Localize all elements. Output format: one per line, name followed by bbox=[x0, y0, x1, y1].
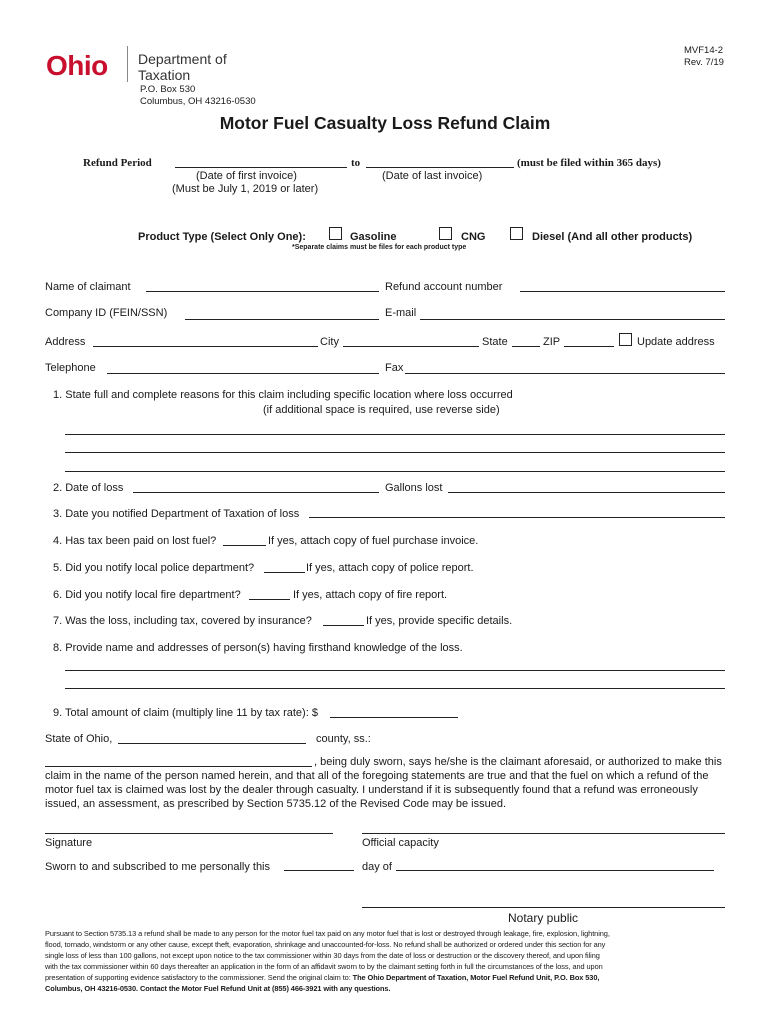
official-capacity-label: Official capacity bbox=[362, 837, 439, 849]
telephone-field[interactable] bbox=[107, 373, 379, 374]
insurance-field[interactable] bbox=[323, 625, 364, 626]
refund-account-label: Refund account number bbox=[385, 281, 503, 293]
zip-field[interactable] bbox=[564, 346, 614, 347]
police-notified-field[interactable] bbox=[264, 572, 305, 573]
city-label: City bbox=[320, 336, 339, 348]
notary-signature-field[interactable] bbox=[362, 907, 725, 908]
question-9: 9. Total amount of claim (multiply line 11 by tax rate): $ bbox=[53, 707, 318, 719]
diesel-label: Diesel (And all other products) bbox=[532, 231, 693, 243]
gasoline-label: Gasoline bbox=[350, 231, 397, 243]
witness-line-2[interactable] bbox=[65, 688, 725, 689]
state-of-ohio: State of Ohio, bbox=[45, 733, 113, 745]
question-1-note: (if additional space is required, use reverse side) bbox=[263, 404, 500, 416]
first-invoice-date-field[interactable] bbox=[175, 167, 347, 168]
sworn-month-field[interactable] bbox=[396, 870, 714, 871]
fire-notified-field[interactable] bbox=[249, 599, 290, 600]
witness-line-1[interactable] bbox=[65, 670, 725, 671]
footer-line-6: Columbus, OH 43216-0530. Contact the Motor Fuel Refund Unit at (855) 466-3921 with any questions. bbox=[45, 984, 391, 993]
city-zip: Columbus, OH 43216-0530 bbox=[140, 96, 256, 107]
update-address-checkbox[interactable] bbox=[619, 333, 632, 346]
reason-line-1[interactable] bbox=[65, 434, 725, 435]
reason-line-3[interactable] bbox=[65, 471, 725, 472]
date-of-loss-field[interactable] bbox=[133, 492, 379, 493]
logo-divider bbox=[127, 46, 128, 82]
footer-line-5-text: presentation of supporting evidence satisfactory to the commissioner. Send the original claim to: bbox=[45, 973, 353, 982]
question-8: 8. Provide name and addresses of person(s) having firsthand knowledge of the loss. bbox=[53, 642, 463, 654]
total-claim-field[interactable] bbox=[330, 717, 458, 718]
cng-label: CNG bbox=[461, 231, 486, 243]
day-of-label: day of bbox=[362, 861, 392, 873]
sworn-statement-line1: , being duly sworn, says he/she is the claimant aforesaid, or authorized to make this bbox=[314, 756, 722, 768]
signature-field[interactable] bbox=[45, 833, 333, 834]
question-6-followup: If yes, attach copy of fire report. bbox=[293, 589, 448, 601]
company-id-label: Company ID (FEIN/SSN) bbox=[45, 307, 168, 319]
refund-account-field[interactable] bbox=[520, 291, 725, 292]
form-id: MVF14-2 bbox=[684, 45, 724, 56]
city-field[interactable] bbox=[343, 346, 479, 347]
question-4-followup: If yes, attach copy of fuel purchase invoice. bbox=[268, 535, 479, 547]
footer-line-2: flood, tornado, windstorm or any other cause, except theft, evaporation, shrinkage and unaccounted-for-loss. No refund shall be authorized or ordered under this section for any bbox=[45, 940, 606, 949]
gasoline-checkbox[interactable] bbox=[329, 227, 342, 240]
claimant-field[interactable] bbox=[146, 291, 379, 292]
product-type-label: Product Type (Select Only One): bbox=[138, 231, 306, 243]
reason-line-2[interactable] bbox=[65, 452, 725, 453]
last-invoice-date-field[interactable] bbox=[366, 167, 514, 168]
question-2: 2. Date of loss bbox=[53, 482, 124, 494]
zip-label: ZIP bbox=[543, 336, 561, 348]
last-invoice-caption: (Date of last invoice) bbox=[382, 170, 483, 182]
first-invoice-caption: (Date of first invoice) bbox=[196, 170, 297, 182]
gallons-lost-label: Gallons lost bbox=[385, 482, 443, 494]
address-field[interactable] bbox=[93, 346, 318, 347]
question-1: 1. State full and complete reasons for this claim including specific location where loss occurred bbox=[53, 389, 513, 401]
official-capacity-field[interactable] bbox=[362, 833, 725, 834]
footer-line-1: Pursuant to Section 5735.13 a refund shall be made to any person for the motor fuel tax paid on any motor fuel that is lost or destroyed through leakage, fire, explosion, lightning, bbox=[45, 929, 610, 938]
update-address-label: Update address bbox=[637, 336, 715, 348]
claimant-label: Name of claimant bbox=[45, 281, 131, 293]
county-label: county, ss.: bbox=[316, 733, 371, 745]
question-4: 4. Has tax been paid on lost fuel? bbox=[53, 535, 217, 547]
fax-field[interactable] bbox=[405, 373, 725, 374]
county-field[interactable] bbox=[118, 743, 306, 744]
ohio-logo bbox=[46, 50, 108, 82]
sworn-day-field[interactable] bbox=[284, 870, 354, 871]
page-title: Motor Fuel Casualty Loss Refund Claim bbox=[219, 113, 551, 133]
question-5-followup: If yes, attach copy of police report. bbox=[306, 562, 474, 574]
department-name-line1: Department of bbox=[138, 51, 227, 67]
form-revision: Rev. 7/19 bbox=[684, 57, 724, 68]
notified-date-field[interactable] bbox=[309, 517, 725, 518]
company-id-field[interactable] bbox=[185, 319, 379, 320]
ohio-logo-text: Ohio bbox=[46, 50, 108, 81]
notary-public-label: Notary public bbox=[508, 911, 579, 925]
separate-claims-note: *Separate claims must be files for each product type bbox=[292, 244, 467, 251]
question-7-followup: If yes, provide specific details. bbox=[366, 615, 513, 627]
refund-period-to: to bbox=[351, 157, 361, 169]
question-3: 3. Date you notified Department of Taxation of loss bbox=[53, 508, 300, 520]
july-caption: (Must be July 1, 2019 or later) bbox=[172, 183, 319, 195]
gallons-lost-field[interactable] bbox=[448, 492, 725, 493]
telephone-label: Telephone bbox=[45, 362, 96, 374]
email-label: E-mail bbox=[385, 307, 417, 319]
footer-line-4: with the tax commissioner within 60 days thereafter an application in the form of an affidavit sworn to by the claimant setting forth in full the circumstances of the loss, and upon bbox=[45, 962, 603, 971]
tax-paid-field[interactable] bbox=[223, 545, 266, 546]
question-6: 6. Did you notify local fire department? bbox=[53, 589, 241, 601]
affiant-name-field[interactable] bbox=[45, 766, 312, 767]
sworn-statement-line2: claim in the name of the person named herein, and that all of the foregoing statements are true and that the fuel on which a refund of the bbox=[45, 770, 709, 782]
question-5: 5. Did you notify local police department? bbox=[53, 562, 255, 574]
state-field[interactable] bbox=[512, 346, 540, 347]
footer-line-3: single loss of less than 100 gallons, not except upon notice to the tax commissioner within 30 days from the date of loss or destruction or the discovery thereof, and upon filing bbox=[45, 951, 600, 960]
address-label: Address bbox=[45, 336, 86, 348]
signature-label: Signature bbox=[45, 837, 93, 849]
po-box: P.O. Box 530 bbox=[140, 84, 196, 95]
cng-checkbox[interactable] bbox=[439, 227, 452, 240]
must-be-filed-note: (must be filed within 365 days) bbox=[517, 157, 661, 169]
sworn-statement-line3: motor fuel tax is claimed was lost by the dealer through casualty. I understand if it is subsequently found that a refund was erroneously bbox=[45, 784, 698, 796]
question-7: 7. Was the loss, including tax, covered by insurance? bbox=[53, 615, 312, 627]
footer-line-5 bbox=[45, 973, 599, 982]
sworn-to-label: Sworn to and subscribed to me personally this bbox=[45, 861, 271, 873]
state-label: State bbox=[482, 336, 508, 348]
sworn-statement-line4: issued, an assessment, as prescribed by Section 5735.12 of the Revised Code may be issued. bbox=[45, 798, 507, 810]
refund-period-label: Refund Period bbox=[83, 157, 152, 169]
department-name-line2: Taxation bbox=[138, 67, 191, 83]
footer-line-5-address: The Ohio Department of Taxation, Motor Fuel Refund Unit, P.O. Box 530, bbox=[352, 973, 600, 982]
fax-label: Fax bbox=[385, 362, 404, 374]
diesel-checkbox[interactable] bbox=[510, 227, 523, 240]
email-field[interactable] bbox=[420, 319, 725, 320]
